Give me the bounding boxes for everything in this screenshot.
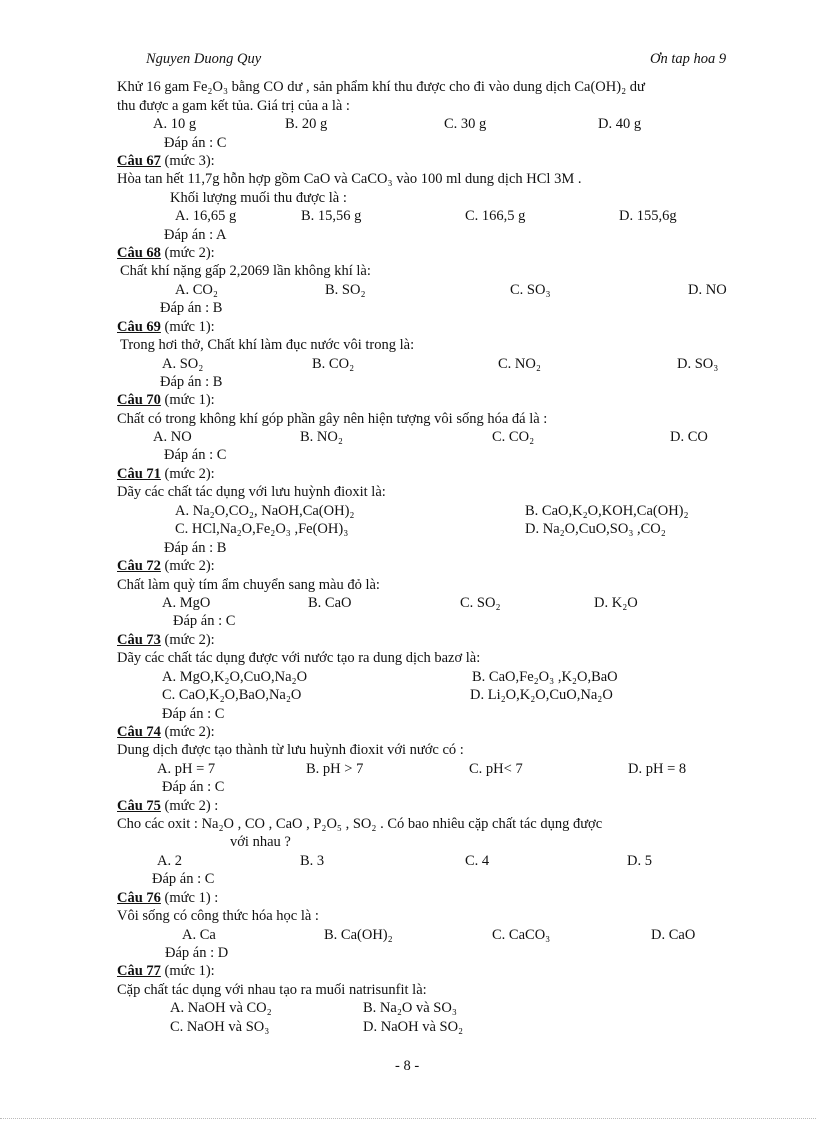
option-c: C. CO₂ xyxy=(492,429,535,445)
option-c: C. pH< 7 xyxy=(469,761,523,777)
option-b: B. 20 g xyxy=(285,116,328,132)
question-text: Chất có trong không khí góp phần gây nên hiện tượng vôi sống hóa đá là : xyxy=(117,411,548,427)
question-text: Dung dịch được tạo thành từ lưu huỳnh đioxit với nước có : xyxy=(117,742,464,758)
option-b: B. pH > 7 xyxy=(306,761,364,777)
option-a: A. MgO,K₂O,CuO,Na₂O xyxy=(162,669,308,685)
option-c: C. 4 xyxy=(465,853,490,869)
question-level: (mức 2): xyxy=(160,558,215,574)
answer: Đáp án : C xyxy=(164,135,227,151)
question-level: (mức 1): xyxy=(160,392,215,408)
option-d: D. CO xyxy=(670,429,708,445)
option-b: B. CaO xyxy=(308,595,352,611)
option-d: D. 40 g xyxy=(598,116,642,132)
question-level: (mức 2): xyxy=(160,724,215,740)
question-level: (mức 2): xyxy=(160,466,215,482)
question-level: (mức 3): xyxy=(160,153,215,169)
question-number: Câu 67 xyxy=(117,153,161,169)
answer: Đáp án : C xyxy=(164,447,227,463)
answer: Đáp án : C xyxy=(162,779,225,795)
option-b: B. Ca(OH)₂ xyxy=(324,927,393,943)
option-b: B. Na₂O và SO₃ xyxy=(363,1000,457,1016)
option-d: D. pH = 8 xyxy=(628,761,687,777)
option-a: A. NO xyxy=(153,429,192,445)
question-level: (mức 2) : xyxy=(160,798,219,814)
option-d: D. NaOH và SO₂ xyxy=(363,1019,464,1035)
answer: Đáp án : A xyxy=(164,227,227,243)
question-number: Câu 70 xyxy=(117,392,161,408)
option-c: C. HCl,Na₂O,Fe₂O₃ ,Fe(OH)₃ xyxy=(175,521,349,537)
option-d: D. Li₂O,K₂O,CuO,Na₂O xyxy=(470,687,613,703)
page-number: - 8 - xyxy=(395,1058,420,1074)
answer: Đáp án : B xyxy=(160,300,223,316)
question-number: Câu 71 xyxy=(117,466,161,482)
option-c: C. CaCO₃ xyxy=(492,927,551,943)
question-text: Chất làm quỳ tím ẩm chuyển sang màu đỏ là: xyxy=(117,577,380,593)
question-text: Vôi sống có công thức hóa học là : xyxy=(117,908,319,924)
question-text: Khối lượng muối thu được là : xyxy=(170,190,347,206)
question-level: (mức 2): xyxy=(160,632,215,648)
option-a: A. 2 xyxy=(157,853,182,869)
header-subject: Ơn tap hoa 9 xyxy=(650,51,727,67)
option-b: B. CaO,Fe₂O₃ ,K₂O,BaO xyxy=(472,669,618,685)
question-number: Câu 68 xyxy=(117,245,161,261)
question-level: (mức 2): xyxy=(160,245,215,261)
option-d: D. 5 xyxy=(627,853,652,869)
question-text: với nhau ? xyxy=(230,834,291,850)
option-c: C. SO₃ xyxy=(510,282,551,298)
option-d: D. CaO xyxy=(651,927,696,943)
option-c: C. 166,5 g xyxy=(465,208,526,224)
question-number: Câu 72 xyxy=(117,558,161,574)
question-number: Câu 76 xyxy=(117,890,161,906)
option-b: B. NO₂ xyxy=(300,429,343,445)
question-text: Dãy các chất tác dụng với lưu huỳnh đioxit là: xyxy=(117,484,386,500)
option-c: C. NO₂ xyxy=(498,356,541,372)
question-number: Câu 77 xyxy=(117,963,161,979)
question-text: Hòa tan hết 11,7g hỗn hợp gồm CaO và CaCO₃ vào 100 ml dung dịch HCl 3M . xyxy=(117,171,582,187)
option-a: A. MgO xyxy=(162,595,211,611)
option-d: D. NO xyxy=(688,282,727,298)
option-d: D. K₂O xyxy=(594,595,638,611)
header-author: Nguyen Duong Quy xyxy=(146,51,262,67)
question-text: Trong hơi thở, Chất khí làm đục nước vôi trong là: xyxy=(120,337,415,353)
question-text: Cho các oxit : Na₂O , CO , CaO , P₂O₅ , SO₂ . Có bao nhiêu cặp chất tác dụng được xyxy=(117,816,603,832)
option-b: B. SO₂ xyxy=(325,282,366,298)
answer: Đáp án : B xyxy=(160,374,223,390)
question-level: (mức 1): xyxy=(160,963,215,979)
option-a: A. NaOH và CO₂ xyxy=(170,1000,272,1016)
question-number: Câu 75 xyxy=(117,798,161,814)
option-a: A. pH = 7 xyxy=(157,761,216,777)
option-c: C. 30 g xyxy=(444,116,487,132)
question-text: thu được a gam kết tủa. Giá trị của a là : xyxy=(117,98,350,114)
answer: Đáp án : C xyxy=(173,613,236,629)
question-text: Chất khí nặng gấp 2,2069 lần không khí là: xyxy=(120,263,371,279)
option-a: A. 16,65 g xyxy=(175,208,237,224)
option-a: A. 10 g xyxy=(153,116,197,132)
option-d: D. SO₃ xyxy=(677,356,719,372)
question-text: Khử 16 gam Fe₂O₃ bằng CO dư , sản phẩm khí thu được cho đi vào dung dịch Ca(OH)₂ dư xyxy=(117,79,645,95)
option-a: A. Na₂O,CO₂, NaOH,Ca(OH)₂ xyxy=(175,503,355,519)
option-a: A. CO₂ xyxy=(175,282,218,298)
answer: Đáp án : D xyxy=(165,945,229,961)
option-d: D. 155,6g xyxy=(619,208,677,224)
question-text: Dãy các chất tác dụng được với nước tạo ra dung dịch bazơ là: xyxy=(117,650,481,666)
question-text: Cặp chất tác dụng với nhau tạo ra muối natrisunfit là: xyxy=(117,982,427,998)
answer: Đáp án : C xyxy=(152,871,215,887)
option-c: C. NaOH và SO₃ xyxy=(170,1019,270,1035)
option-b: B. CO₂ xyxy=(312,356,355,372)
page-bottom-border xyxy=(0,1118,816,1119)
option-b: B. CaO,K₂O,KOH,Ca(OH)₂ xyxy=(525,503,689,519)
option-b: B. 3 xyxy=(300,853,325,869)
answer: Đáp án : B xyxy=(164,540,227,556)
option-c: C. CaO,K₂O,BaO,Na₂O xyxy=(162,687,302,703)
question-level: (mức 1): xyxy=(160,319,215,335)
answer: Đáp án : C xyxy=(162,706,225,722)
option-b: B. 15,56 g xyxy=(301,208,362,224)
option-a: A. Ca xyxy=(182,927,216,943)
option-a: A. SO₂ xyxy=(162,356,204,372)
question-number: Câu 69 xyxy=(117,319,161,335)
option-c: C. SO₂ xyxy=(460,595,501,611)
question-number: Câu 73 xyxy=(117,632,161,648)
question-level: (mức 1) : xyxy=(160,890,219,906)
option-d: D. Na₂O,CuO,SO₃ ,CO₂ xyxy=(525,521,666,537)
question-number: Câu 74 xyxy=(117,724,161,740)
